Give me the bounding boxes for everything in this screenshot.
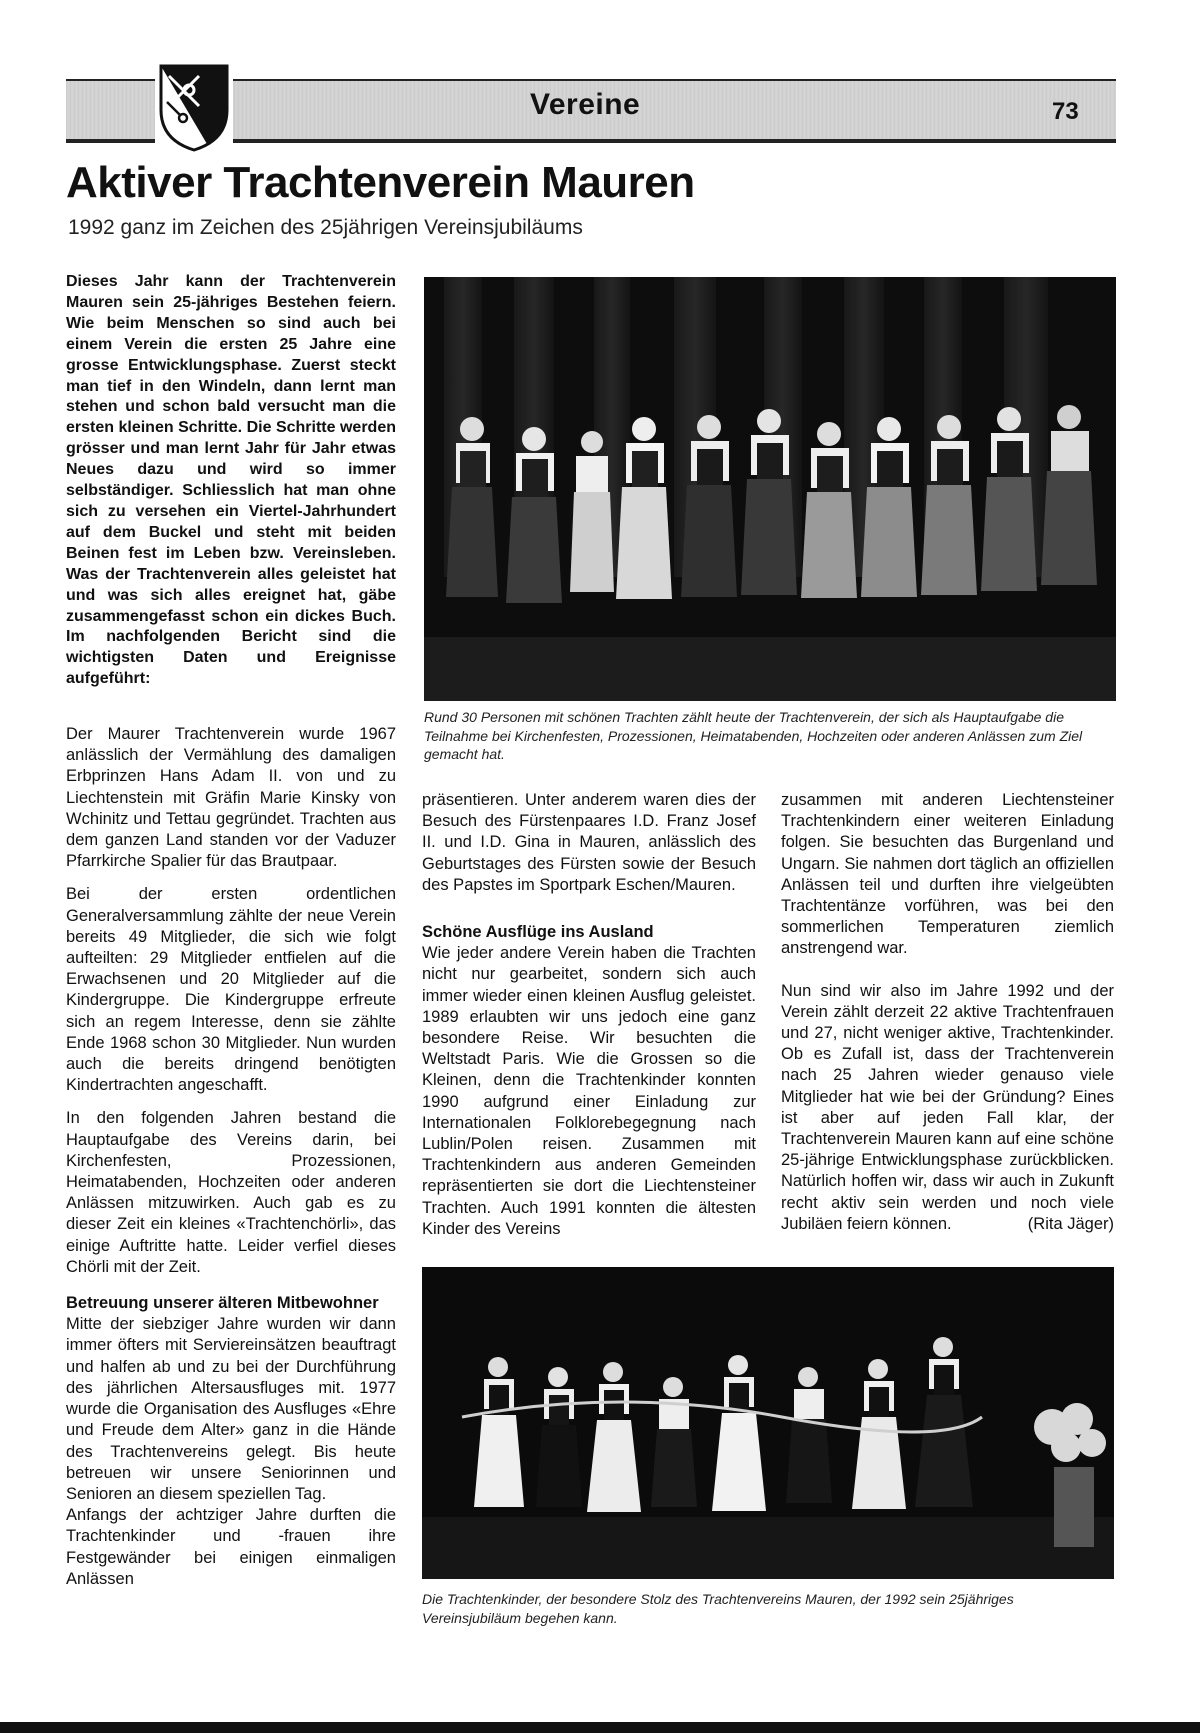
page-bottom-edge <box>0 1722 1200 1733</box>
coat-of-arms-icon <box>155 62 233 152</box>
photo-caption: Rund 30 Personen mit schönen Trachten zählt heute der Trachtenverein, der sich als Hauptaufgabe die Teilnahme bei Kirchenfesten, Prozessionen, Heimatabenden, Hochzeiten oder anderen Anlässen zum Ziel gemacht hat. <box>424 709 1083 762</box>
paragraph: Nun sind wir also im Jahre 1992 und der Verein zählt derzeit 22 aktive Trachtenfrauen und 27, nicht weniger aktive, Trachtenkinder. Ob es Zufall ist, dass der Trachtenverein nach 25 Jahren wieder genauso viele Mitglieder hat wie bei der Gründung? Eines ist aber auf jeden Fall klar, der Trachtenverein Mauren kann auf eine schöne 25-jährige Entwicklungsphase zurückblicken. Natürlich hoffen wir, dass wir auch in Zukunft recht aktiv sein werden und noch viele Jubiläen feiern können. <box>781 981 1114 1233</box>
photo-caption: Die Trachtenkinder, der besondere Stolz des Trachtenvereins Mauren, der 1992 sein 25jähriges Vereinsjubiläum begehen kann. <box>422 1591 1014 1626</box>
photo-children-dancing <box>422 1267 1114 1579</box>
column-3 <box>781 790 1114 1235</box>
paragraph: Der Maurer Trachtenverein wurde 1967 anlässlich der Vermählung des damaligen Erbprinzen Hans Adam II. von und zu Liechtenstein mit Gräfin Marie Kinsky von Wchinitz und Tettau gegründet. Trachten aus dem ganzen Land standen vor der Vaduzer Pfarrkirche Spalier für das Brautpaar. <box>66 725 396 871</box>
section-heading: Betreuung unserer älteren Mitbewohner <box>66 1294 379 1313</box>
author-credit: (Rita Jäger) <box>1027 1215 1114 1234</box>
paragraph: präsentieren. Unter anderem waren dies der Besuch des Fürstenpaares I.D. Franz Josef II. und I.D. Gina in Mauren, anlässlich des Geburtstages des Fürsten sowie der Besuch des Papstes im Sportpark Eschen/Mauren. <box>422 791 756 894</box>
paragraph: Anfangs der achtziger Jahre durften die Trachtenkinder und -frauen ihre Festgewänder bei einigen einmaligen Anlässen <box>66 1506 396 1588</box>
paragraph: Wie jeder andere Verein haben die Trachten nicht nur gearbeitet, sondern sich auch immer wieder einen kleinen Ausflug geleistet. 1989 erlaubten wir uns jedoch eine ganz besondere Reise. Wir besuchten die Weltstadt Paris. Wie die Grossen so die Kleinen, denn die Trachtenkinder konnten 1990 aufgrund einer Einladung zur Internationalen Folklorebegegnung nach Lublin/Polen reisen. Zusammen mit Trachtenkindern aus anderen Gemeinden repräsentierten sie dort die Liechtensteiner Trachten. Auch 1991 konnten die ältesten Kinder des Vereins <box>422 944 756 1238</box>
article-lead: Dieses Jahr kann der Trachtenverein Mauren sein 25-jähriges Bestehen feiern. Wie beim Menschen so sind auch bei einem Verein die ersten 25 Jahre eine grosse Entwicklungsphase. Zuerst steckt man tief in den Windeln, dann lernt man stehen und schon bald versucht man die ersten kleinen Schritte. Die Schritte werden grösser und man lernt Jahr für Jahr etwas Neues dazu und wird so immer selbständiger. Schliesslich hat man ohne sich zu versehen ein Viertel-Jahrhundert auf dem Buckel und steht mit beiden Beinen fest im Leben bzw. Vereinsleben. Was der Trachtenverein alles geleistet hat und was sich alles ereignet hat, gäbe zusammengefasst schon ein dickes Buch. Im nachfolgenden Bericht sind die wichtigsten Daten und Ereignisse aufgeführt: <box>66 273 396 688</box>
section-heading: Schöne Ausflüge ins Ausland <box>422 923 654 942</box>
column-2 <box>422 790 756 1240</box>
article-title: Aktiver Trachtenverein Mauren <box>66 158 695 207</box>
paragraph: zusammen mit anderen Liechtensteiner Trachtenkindern einer weiteren Einladung folgen. Sie besuchten das Burgenland und Ungarn. Sie nahmen dort täglich an offiziellen Anlässen teil und durften ihre vielgeübten Trachtentänze vorführen, was bei den sommerlichen Temperaturen ziemlich anstrengend war. <box>781 791 1114 958</box>
article-subtitle: 1992 ganz im Zeichen des 25jährigen Vereinsjubiläums <box>68 216 583 239</box>
paragraph: In den folgenden Jahren bestand die Hauptaufgabe des Vereins darin, bei Kirchenfesten, Prozessionen, Heimatabenden, Hochzeiten oder anderen Anlässen mitzuwirken. Auch gab es zu dieser Zeit ein kleines «Trachtenchörli», das einige Auftritte hatte. Leider verfiel dieses Chörli mit der Zeit. <box>66 1109 396 1276</box>
page-number: 73 <box>1052 98 1079 125</box>
paragraph: Mitte der siebziger Jahre wurden wir dann immer öfters mit Serviereinsätzen beauftragt und halfen ab und zu bei der Durchführung des jährlichen Altersausfluges mit. 1977 wurde die Organisation des Ausfluges «Ehre und Freude dem Alter» ganz in die Hände des Trachtenvereins gelegt. Bis heute betreuen wir unsere Seniorinnen und Senioren an diesem speziellen Tag. <box>66 1315 396 1503</box>
column-1 <box>66 724 396 1590</box>
paragraph: Bei der ersten ordentlichen Generalversammlung zählte der neue Verein bereits 49 Mitglieder, die sich wie folgt aufteilten: 29 Mitglieder entfielen auf die Erwachsenen und 20 Mitglieder auf die Kindergruppe. Die Kindergruppe erfreute sich an regem Interesse, denn sie zählte Ende 1968 schon 30 Mitglieder. Nun wurden auch die bereits dringend benötigten Kindertrachten angeschafft. <box>66 885 396 1095</box>
photo-group-portrait <box>424 277 1116 701</box>
section-title: Vereine <box>530 88 641 121</box>
